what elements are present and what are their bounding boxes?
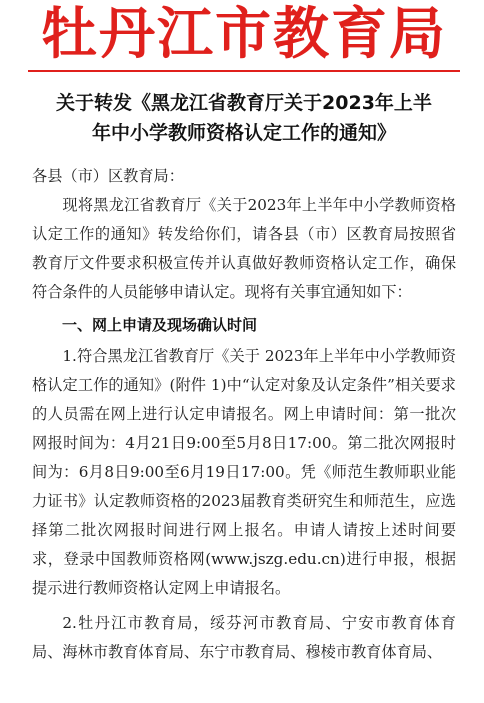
document-title-line-1: 关于转发《黑龙江省教育厅关于2023年上半 <box>56 92 432 114</box>
section-heading-1: 一、网上申请及现场确认时间 <box>62 316 258 334</box>
intro-paragraph: 现将黑龙江省教育厅《关于2023年上半年中小学教师资格认定工作的通知》转发给你们，请各县（市）区教育局按照省教育厅文件要求积极宣传并认真做好教师资格认定工作，确保符合条件的人员能够申请认定。现将有关事宜通知如下： <box>32 196 456 301</box>
masthead-title: 牡丹江市教育局 <box>41 2 447 67</box>
document-title <box>32 88 456 148</box>
masthead-divider <box>28 70 460 72</box>
document-body <box>32 162 456 667</box>
document-title-line-2: 年中小学教师资格认定工作的通知》 <box>91 122 396 144</box>
paragraph-2: 2.牡丹江市教育局，绥芬河市教育局、宁安市教育体育局、海林市教育体育局、东宁市教育局、穆棱市教育体育局、 <box>32 614 456 661</box>
salutation: 各县（市）区教育局： <box>32 167 184 185</box>
paragraph-1: 1.符合黑龙江省教育厅《关于 2023年上半年中小学教师资格认定工作的通知》(附件 1)中“认定对象及认定条件”相关要求的人员需在网上进行认定申请报名。网上申请时间：第一批次网报时间为：4月21日9:00至5月8日17:00。第二批次网报时间为：6月8日9:00至6月19日17:00。凭《师范生教师职业能力证书》认定教师资格的2023届教育类研究生和师范生，应选择第二批次网报时间进行网上报名。申请人请按上述时间要求，登录中国教师资格网(www.jszg.edu.cn)进行申报，根据提示进行教师资格认定网上申请报名。 <box>32 347 456 597</box>
